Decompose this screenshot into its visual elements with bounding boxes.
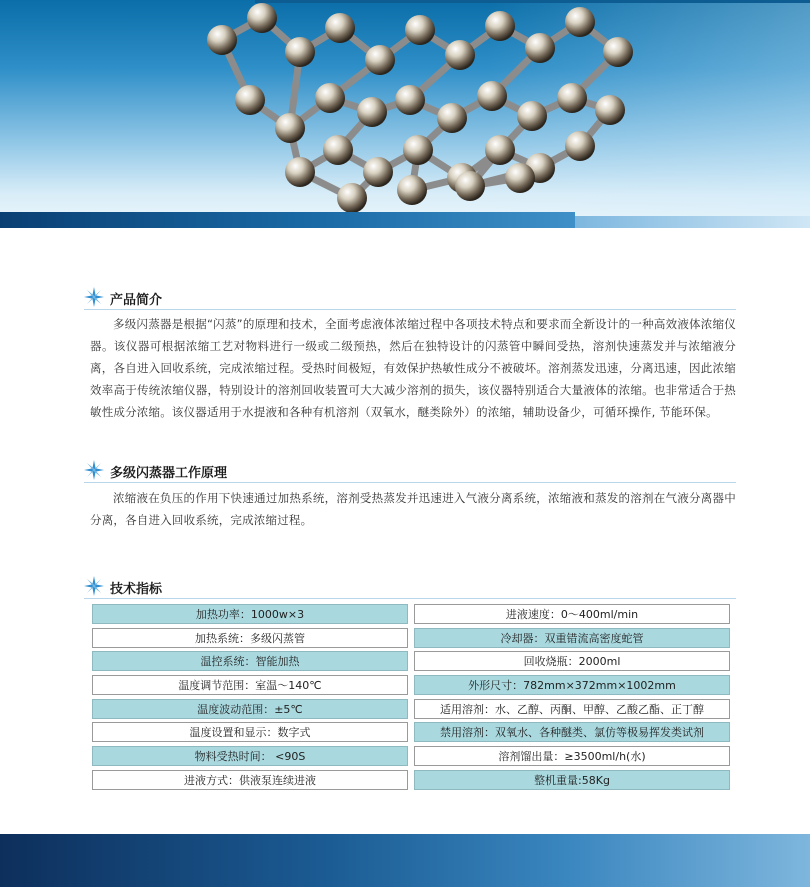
- intro-paragraph: 多级闪蒸器是根据“闪蒸”的原理和技术，全面考虑液体浓缩过程中各项技术特点和要求而全新设计的一种高效液体浓缩仪器。该仪器可根据浓缩工艺对物料进行一级或二级预热，然后在独特设计的闪蒸管中瞬间受热，溶剂快速蒸发并与浓缩液分离，各自进入回收系统，完成浓缩过程。受热时间极短，有效保护热敏性成分不被破坏。溶剂蒸发迅速，分离迅速，因此浓缩效率高于传统浓缩仪器，特别设计的溶剂回收装置可大大减少溶剂的损失，该仪器特别适合大量液体的浓缩。也非常适合于热敏性成分浓缩。该仪器适用于水提液和各种有机溶剂（双氧水，醚类除外）的浓缩，辅助设备少，可循环操作, 节能环保。: [90, 317, 736, 419]
- molecule-atom: [525, 33, 555, 63]
- section-title: 多级闪蒸器工作原理: [110, 466, 228, 481]
- spec-cell: 冷却器：双重错流高密度蛇管: [414, 628, 730, 648]
- section-title: 技术指标: [110, 582, 163, 597]
- spec-cell: 适用溶剂：水、乙醇、丙酮、甲醇、乙酸乙酯、正丁醇: [414, 699, 730, 719]
- molecule-atom: [405, 15, 435, 45]
- molecule-atom: [325, 13, 355, 43]
- molecule-atom: [595, 95, 625, 125]
- molecule-atom: [485, 135, 515, 165]
- molecule-atom: [395, 85, 425, 115]
- sparkle-star-icon: [84, 287, 104, 307]
- spec-cell: 溶剂馏出量：≥3500ml/h(水): [414, 746, 730, 766]
- molecule-atom: [235, 85, 265, 115]
- spec-cell: 温控系统：智能加热: [92, 651, 408, 671]
- molecule-atom: [207, 25, 237, 55]
- spec-cell: 整机重量:58Kg: [414, 770, 730, 790]
- section-heading-specs: [84, 576, 736, 599]
- spec-cell: 禁用溶剂：双氧水、各种醚类、氯仿等极易挥发类试剂: [414, 722, 730, 742]
- header-banner: [0, 0, 810, 228]
- molecule-illustration: [0, 0, 810, 228]
- spec-cell: 温度波动范围：±5℃: [92, 699, 408, 719]
- spec-cell: 温度调节范围：室温～140℃: [92, 675, 408, 695]
- molecule-atom: [285, 157, 315, 187]
- footer-band: [0, 834, 810, 887]
- molecule-atom: [517, 101, 547, 131]
- molecule-atom: [565, 131, 595, 161]
- molecule-atom: [557, 83, 587, 113]
- spec-cell: 加热功率：1000w×3: [92, 604, 408, 624]
- principle-paragraph: 浓缩液在负压的作用下快速通过加热系统，溶剂受热蒸发并迅速进入气液分离系统，浓缩液和蒸发的溶剂在气液分离器中分离，各自进入回收系统，完成浓缩过程。: [90, 491, 736, 527]
- spec-cell: 外形尺寸：782mm×372mm×1002mm: [414, 675, 730, 695]
- spec-table: [92, 604, 728, 790]
- molecule-atom: [397, 175, 427, 205]
- sparkle-star-icon: [84, 460, 104, 480]
- spec-cell: 进液速度：0～400ml/min: [414, 604, 730, 624]
- banner-bottom-stripe-light: [575, 216, 810, 228]
- section-heading-intro: [84, 287, 736, 310]
- molecule-atom: [445, 40, 475, 70]
- molecule-atom: [505, 163, 535, 193]
- molecule-atom: [437, 103, 467, 133]
- spec-cell: 回收烧瓶：2000ml: [414, 651, 730, 671]
- spec-cell: 温度设置和显示：数字式: [92, 722, 408, 742]
- molecule-atom: [485, 11, 515, 41]
- section-title: 产品简介: [110, 293, 163, 308]
- banner-top-line: [255, 0, 810, 3]
- section-heading-principle: [84, 460, 736, 483]
- molecule-atom: [337, 183, 367, 213]
- spec-cell: 加热系统：多级闪蒸管: [92, 628, 408, 648]
- molecule-atom: [275, 113, 305, 143]
- spec-cell: 物料受热时间： <90S: [92, 746, 408, 766]
- molecule-atom: [363, 157, 393, 187]
- molecule-atom: [403, 135, 433, 165]
- molecule-atom: [455, 171, 485, 201]
- molecule-atom: [247, 3, 277, 33]
- sparkle-star-icon: [84, 576, 104, 596]
- banner-bottom-stripe: [0, 212, 575, 228]
- molecule-atom: [285, 37, 315, 67]
- molecule-atom: [477, 81, 507, 111]
- molecule-atom: [315, 83, 345, 113]
- molecule-atom: [603, 37, 633, 67]
- molecule-atom: [323, 135, 353, 165]
- molecule-atom: [357, 97, 387, 127]
- molecule-atom: [565, 7, 595, 37]
- molecule-atom: [365, 45, 395, 75]
- spec-cell: 进液方式：供液泵连续进液: [92, 770, 408, 790]
